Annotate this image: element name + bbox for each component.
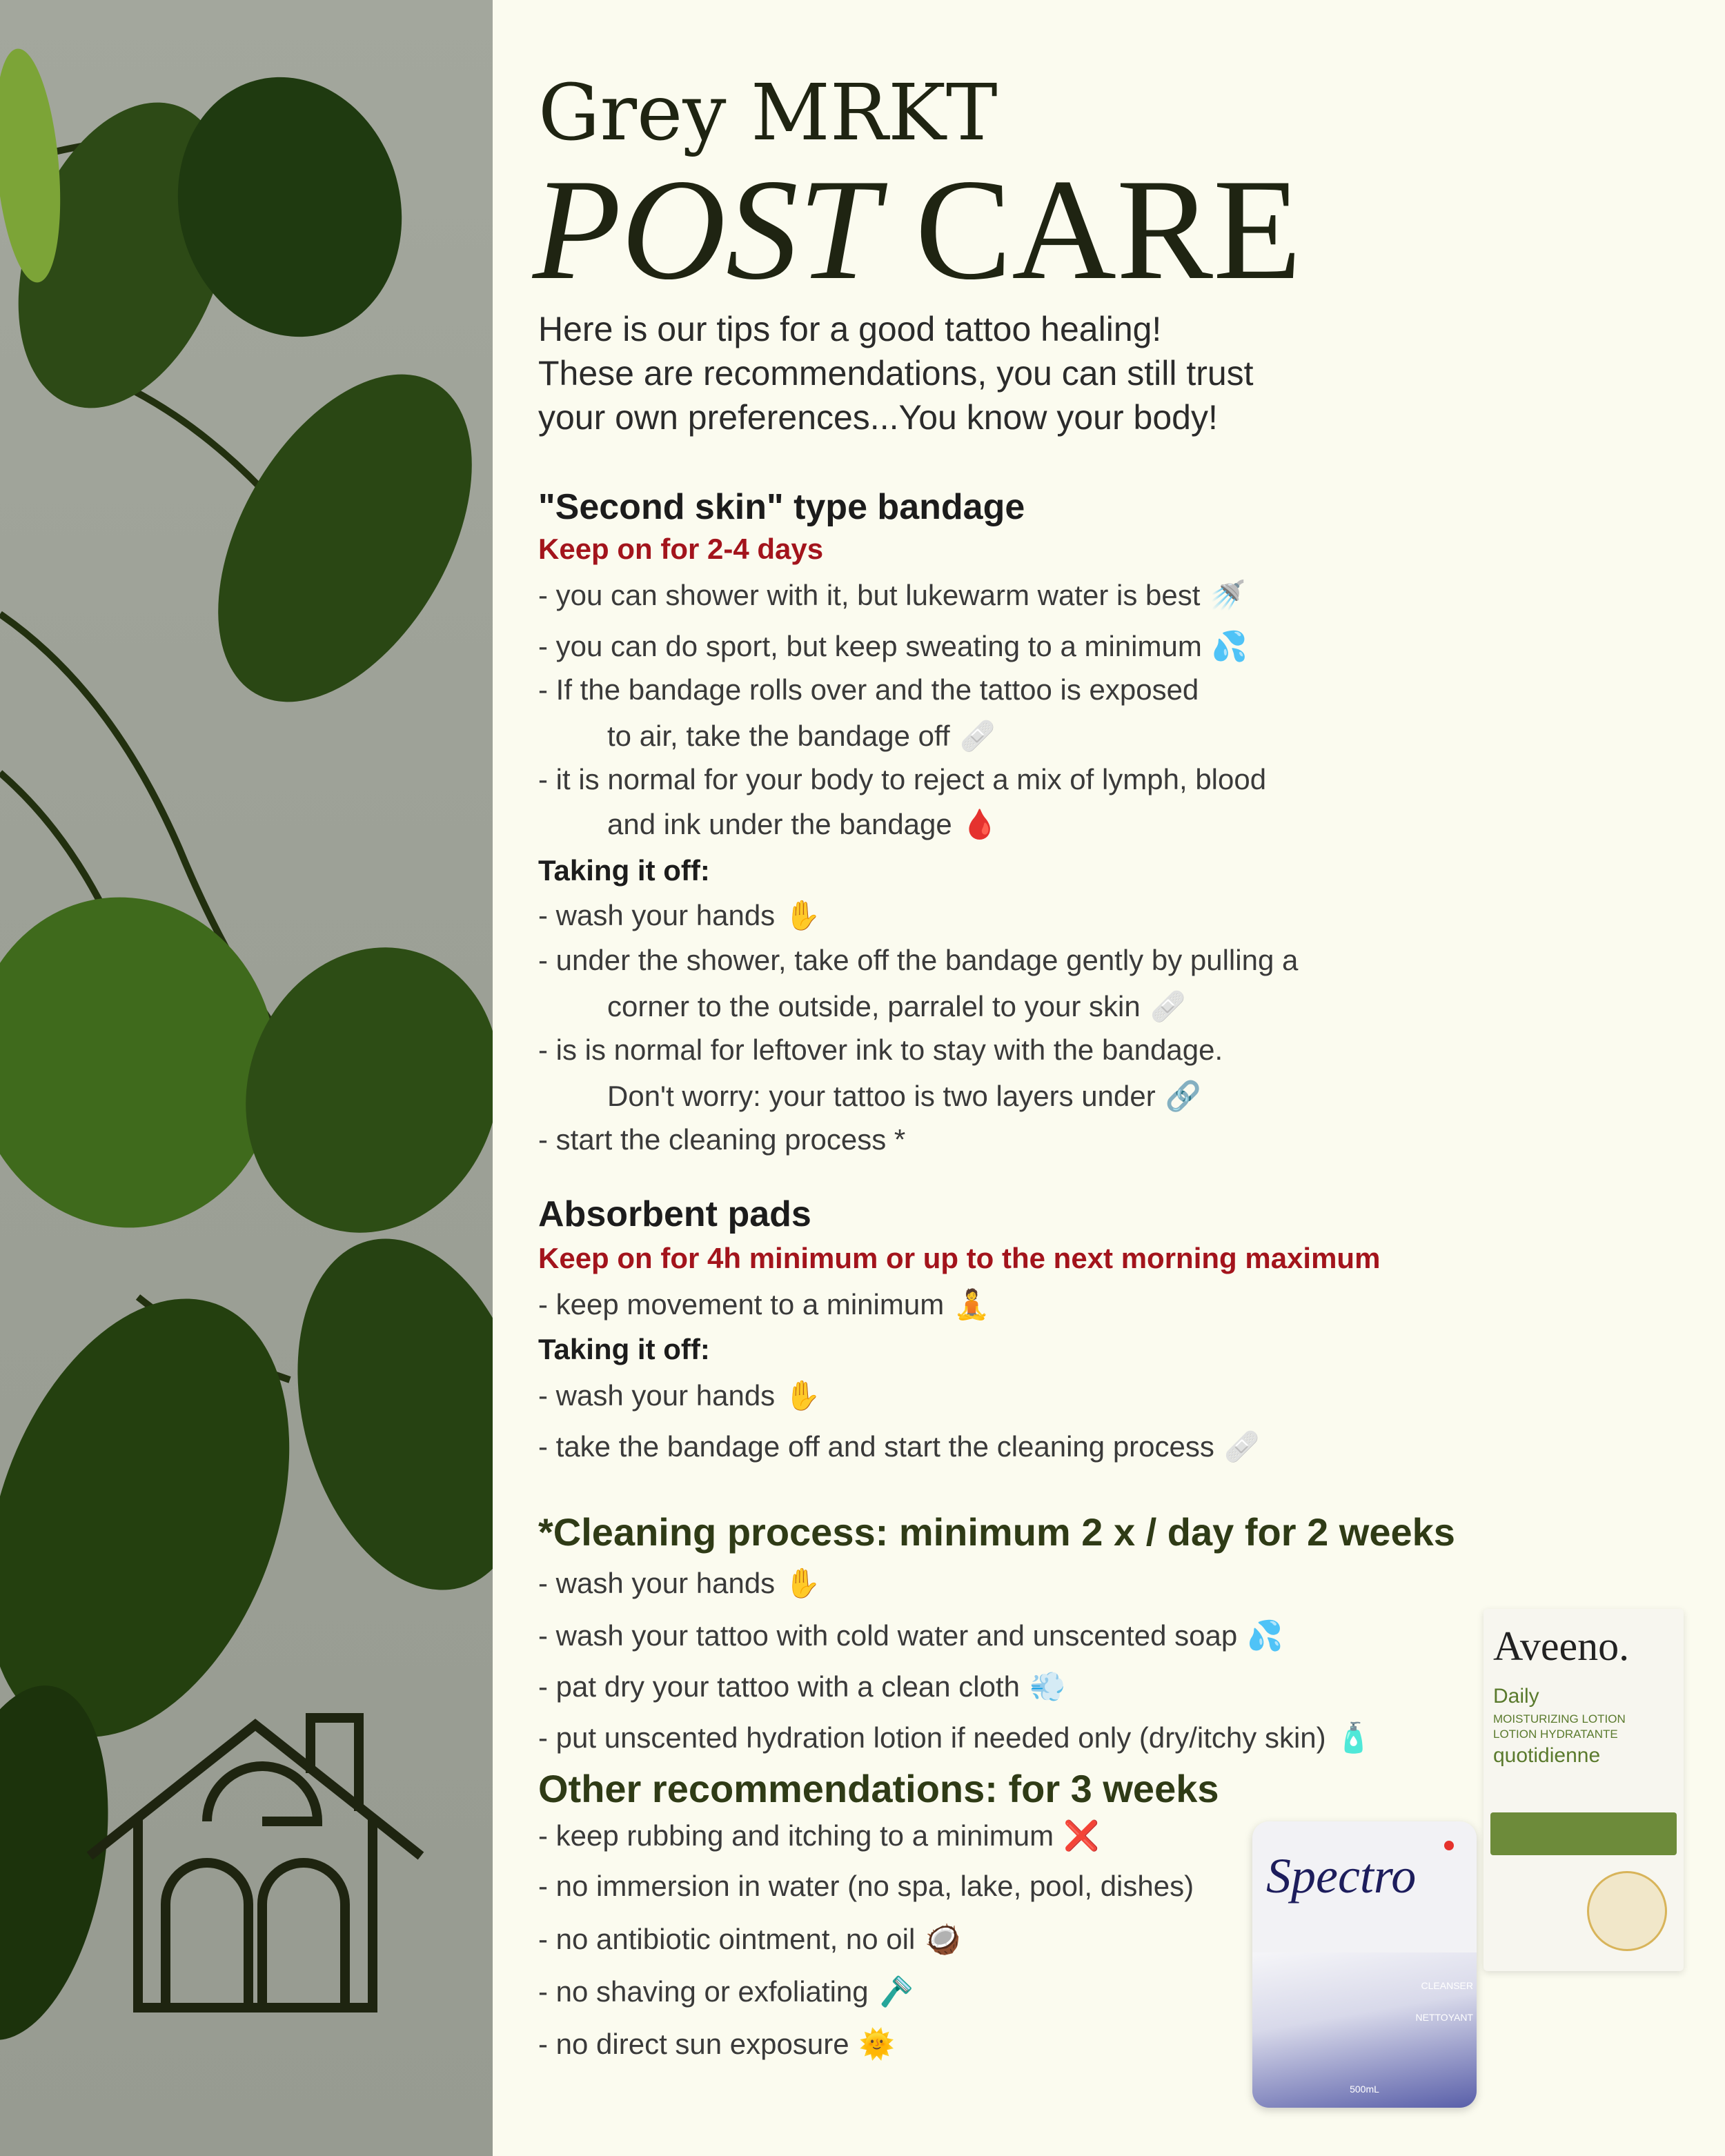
duration-absorbent: Keep on for 4h minimum or up to the next morning maximum: [538, 1242, 1381, 1274]
list-item: - keep movement to a minimum 🧘: [538, 1287, 990, 1321]
list-item: - wash your hands ✋: [538, 1566, 821, 1600]
intro-line: your own preferences...You know your body!: [538, 398, 1218, 437]
list-item: Don't worry: your tattoo is two layers under 🔗: [607, 1079, 1201, 1113]
list-item: - is is normal for leftover ink to stay with the bandage.: [538, 1034, 1223, 1066]
section-heading-absorbent: Absorbent pads: [538, 1194, 811, 1234]
meditation-icon: 🧘: [954, 1287, 990, 1321]
grey-mrkt-house-logo: [83, 1697, 428, 2015]
section-heading-cleaning: *Cleaning process: minimum 2 x / day for 2 weeks: [538, 1510, 1455, 1554]
intro-line: These are recommendations, you can still trust: [538, 354, 1254, 393]
taking-off-heading: Taking it off:: [538, 854, 710, 887]
razor-icon: 🪒: [878, 1975, 914, 2008]
list-item: - keep rubbing and itching to a minimum ❌: [538, 1819, 1100, 1852]
list-item: - wash your hands ✋: [538, 1378, 821, 1412]
coconut-icon: 🥥: [925, 1922, 961, 1956]
list-item: - no shaving or exfoliating 🪒: [538, 1975, 914, 2008]
list-item: and ink under the bandage 🩸: [607, 807, 998, 841]
spectro-brand: Spectro: [1266, 1848, 1417, 1903]
sun-icon: 🌞: [858, 2027, 895, 2061]
aveeno-line2: LOTION HYDRATANTE: [1493, 1728, 1618, 1741]
leaf: [166, 331, 493, 745]
sweat-drops-icon: 💦: [1247, 1619, 1283, 1652]
list-item: - no direct sun exposure 🌞: [538, 2027, 895, 2061]
raised-hand-icon: ✋: [785, 1566, 821, 1600]
list-item: - you can shower with it, but lukewarm water is best 🚿: [538, 578, 1246, 612]
aveeno-daily: Daily: [1493, 1685, 1539, 1708]
duration-second-skin: Keep on for 2-4 days: [538, 533, 824, 565]
list-item: - no antibiotic ointment, no oil 🥥: [538, 1922, 961, 1956]
leaf: [206, 911, 493, 1269]
list-item: corner to the outside, parralel to your skin 🩹: [607, 989, 1187, 1023]
spectro-volume: 500mL: [1350, 2084, 1379, 2095]
page-title: [533, 150, 1302, 310]
list-item: to air, take the bandage off 🩹: [607, 719, 996, 753]
list-item: - wash your tattoo with cold water and unscented soap 💦: [538, 1619, 1283, 1652]
raised-hand-icon: ✋: [785, 898, 821, 932]
taking-off-heading: Taking it off:: [538, 1333, 710, 1365]
raised-hand-icon: ✋: [785, 1378, 821, 1412]
plant-photo-panel: [0, 0, 493, 2156]
list-item: - wash your hands ✋: [538, 898, 821, 932]
list-item: - put unscented hydration lotion if needed only (dry/itchy skin) 🧴: [538, 1721, 1372, 1754]
lotion-bottle-icon: 🧴: [1335, 1721, 1372, 1754]
bandage-icon: 🩹: [1150, 989, 1187, 1023]
dash-wind-icon: 💨: [1029, 1670, 1066, 1703]
sweat-drops-icon: 💦: [1211, 629, 1248, 663]
list-item: - under the shower, take off the bandage gently by pulling a: [538, 944, 1299, 976]
aveeno-brand: Aveeno.: [1493, 1623, 1630, 1669]
list-item: - pat dry your tattoo with a clean cloth 💨: [538, 1670, 1066, 1703]
brand-name: Grey MRKT: [538, 68, 998, 158]
aveeno-green-band: [1490, 1812, 1677, 1855]
intro-text: [538, 307, 1254, 439]
oat-seal-icon: [1587, 1871, 1667, 1951]
shower-icon: 🚿: [1210, 578, 1246, 612]
bandage-icon: 🩹: [1223, 1430, 1261, 1463]
spectro-logo-dot: [1444, 1841, 1454, 1850]
aveeno-line1: MOISTURIZING LOTION: [1493, 1712, 1626, 1725]
aveeno-quotidienne: quotidienne: [1493, 1744, 1601, 1767]
list-item: - If the bandage rolls over and the tattoo is exposed: [538, 673, 1199, 706]
list-item: - start the cleaning process *: [538, 1123, 906, 1156]
list-item: - you can do sport, but keep sweating to a minimum 💦: [538, 629, 1248, 663]
list-item: - no immersion in water (no spa, lake, pool, dishes): [538, 1870, 1194, 1902]
title-rest: CARE: [915, 150, 1302, 310]
leaf: [261, 1212, 493, 1616]
spectro-product-image: [1252, 1821, 1477, 2108]
list-item: - take the bandage off and start the cleaning process 🩹: [538, 1430, 1261, 1463]
cross-mark-icon: ❌: [1063, 1819, 1100, 1852]
intro-line: Here is our tips for a good tattoo healing!: [538, 310, 1162, 348]
bandage-icon: 🩹: [959, 719, 996, 753]
section-heading-other: Other recommendations: for 3 weeks: [538, 1767, 1219, 1810]
aveeno-product-image: [1483, 1609, 1684, 1971]
blood-drop-icon: 🩸: [961, 807, 998, 841]
title-italic: POST: [533, 150, 879, 310]
link-icon: 🔗: [1165, 1079, 1201, 1113]
spectro-label-text: CLEANSER NETTOYANT: [1415, 1980, 1473, 2023]
list-item: - it is normal for your body to reject a mix of lymph, blood: [538, 763, 1267, 795]
section-heading-second-skin: "Second skin" type bandage: [538, 487, 1025, 527]
